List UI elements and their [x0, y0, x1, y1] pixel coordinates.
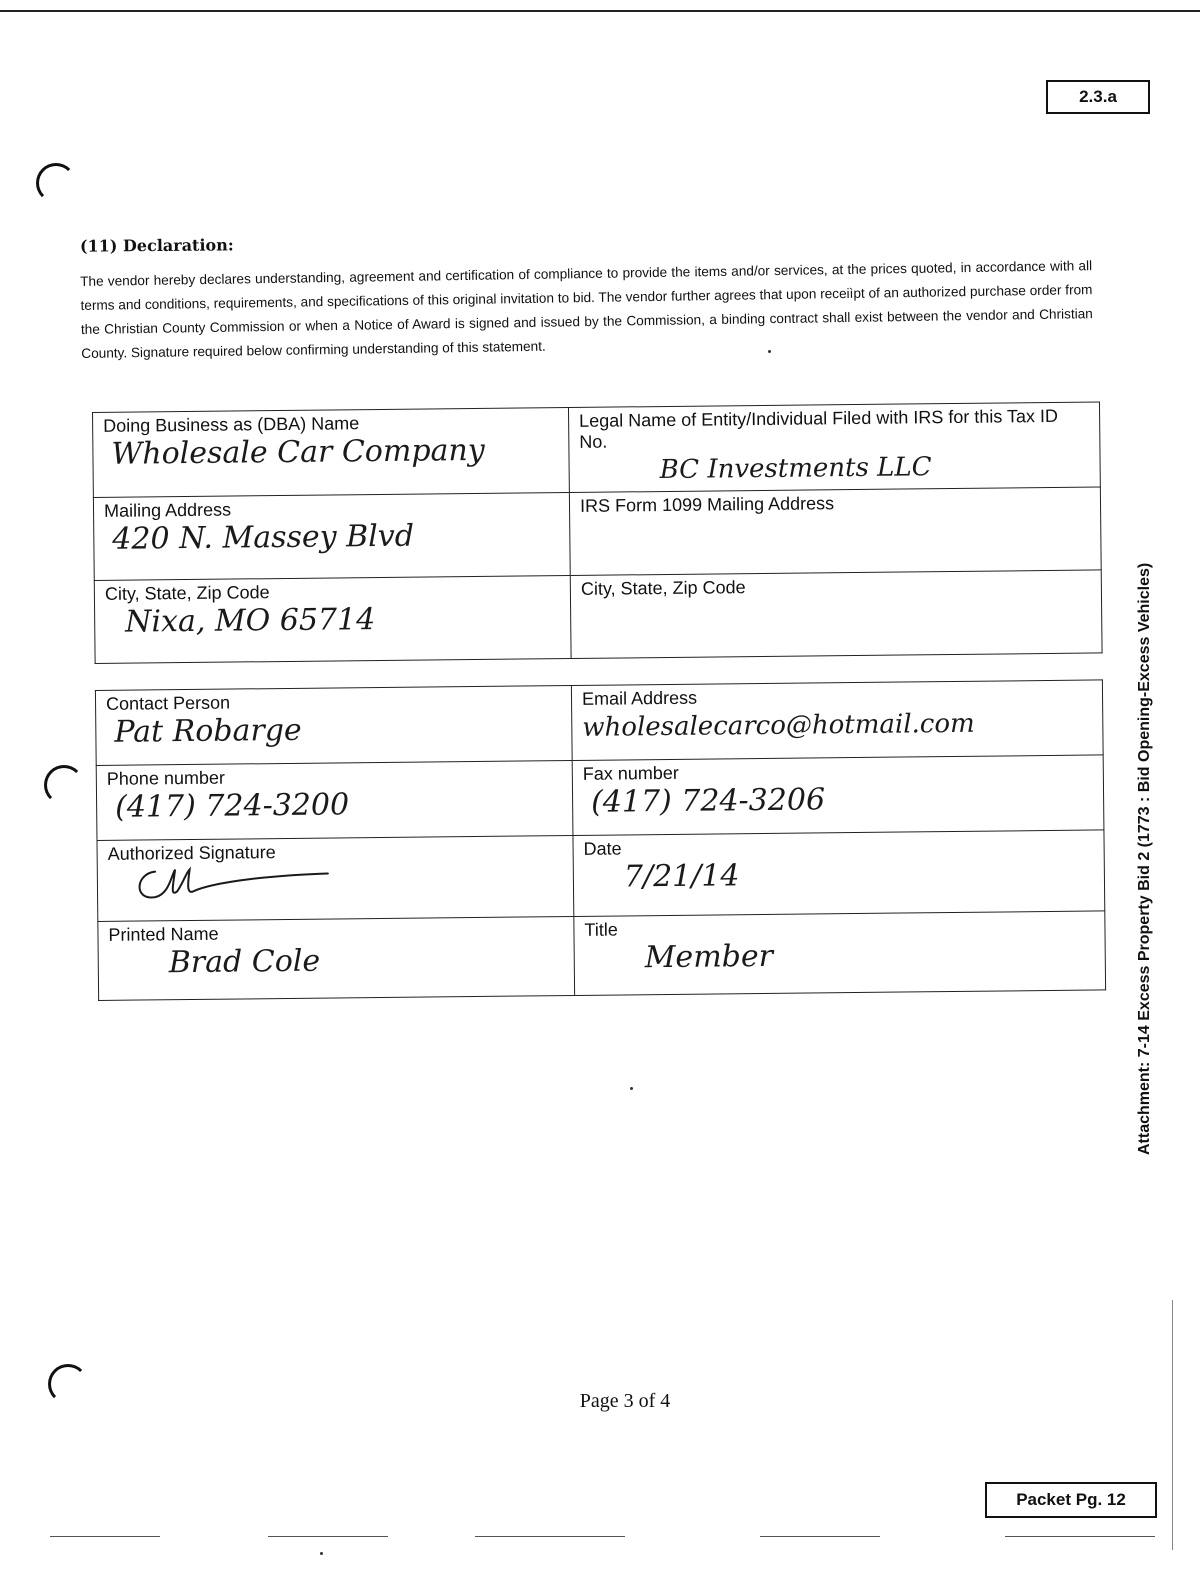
- contact-person-cell: [95, 685, 572, 765]
- fax-cell: [572, 755, 1104, 836]
- scan-speck: [768, 350, 771, 353]
- mailing-address-label: Mailing Address: [103, 499, 232, 521]
- top-border-line: [0, 10, 1200, 12]
- printed-name-cell: [98, 916, 575, 1000]
- page-number: Page 3 of 4: [579, 1390, 671, 1412]
- date-label: Date: [583, 838, 622, 859]
- scan-edge-line: [1172, 1300, 1173, 1550]
- mailing-address-cell: [93, 493, 570, 581]
- printed-name-label: Printed Name: [108, 923, 219, 945]
- title-cell: [574, 911, 1106, 996]
- footer-dash: [760, 1536, 880, 1537]
- dba-cell: [93, 408, 570, 498]
- email-label: Email Address: [581, 687, 698, 709]
- fax-value[interactable]: (417) 724-3206: [590, 782, 826, 820]
- printed-name-value[interactable]: Brad Cole: [168, 943, 321, 981]
- declaration-text: The vendor hereby declares understanding, agreement and certification of compliance to provide the items and/or services, at the prices quoted, in accordance with all terms and conditions, requirements, and specifications of this original invitation to bid. The vendor further agrees that upon receiìpt of an authorized purchase order from the Christian County Commission or when a Notice of Award is signed and issued by the Commission, a binding contract shall exist between the vendor and Christian County. Signature required below confirming understanding of this statement.: [80, 258, 1093, 361]
- irs-city-state-zip-label: City, State, Zip Code: [580, 577, 746, 599]
- date-value[interactable]: 7/21/14: [623, 858, 740, 895]
- legal-name-cell: [568, 402, 1100, 493]
- email-value[interactable]: wholesalecarco@hotmail.com: [582, 708, 975, 743]
- packet-page-box: Packet Pg. 12: [985, 1482, 1157, 1518]
- city-state-zip-label: City, State, Zip Code: [104, 582, 270, 604]
- scan-speck: [320, 1552, 323, 1555]
- city-state-zip-value[interactable]: Nixa, MO 65714: [125, 602, 376, 640]
- punch-hole-icon: [36, 163, 76, 203]
- contact-info-table: [95, 679, 1106, 1001]
- scan-speck: [630, 1087, 633, 1090]
- vendor-info-form: [92, 401, 1106, 1001]
- contact-person-value[interactable]: Pat Robarge: [114, 712, 302, 750]
- signature-scribble[interactable]: [108, 862, 348, 905]
- mailing-address-value[interactable]: 420 N. Massey Blvd: [112, 518, 415, 557]
- legal-name-label: Legal Name of Entity/Individual Filed with IRS for this Tax ID No.: [579, 405, 1059, 452]
- dba-label: Doing Business as (DBA) Name: [103, 413, 360, 436]
- declaration-heading: (11) Declaration:: [79, 235, 234, 256]
- phone-cell: [96, 760, 573, 840]
- signature-cell: [97, 835, 574, 921]
- attachment-side-label: Attachment: 7-14 Excess Property Bid 2 (1773 : Bid Opening-Excess Vehicles): [1136, 562, 1153, 1155]
- footer-dash: [50, 1536, 160, 1537]
- irs-mailing-label: IRS Form 1099 Mailing Address: [579, 493, 835, 516]
- phone-label: Phone number: [106, 767, 226, 789]
- section-tag: 2.3.a: [1046, 80, 1150, 114]
- footer-dash: [268, 1536, 388, 1537]
- phone-value[interactable]: (417) 724-3200: [114, 787, 350, 825]
- irs-city-state-zip-cell: [570, 570, 1102, 659]
- punch-hole-icon: [44, 765, 84, 805]
- irs-mailing-cell: [569, 487, 1101, 576]
- contact-person-label: Contact Person: [105, 692, 231, 714]
- title-value[interactable]: Member: [644, 938, 774, 976]
- title-label: Title: [584, 919, 618, 940]
- signature-label: Authorized Signature: [107, 842, 276, 864]
- date-cell: [573, 830, 1105, 917]
- fax-label: Fax number: [582, 762, 679, 784]
- legal-name-value[interactable]: BC Investments LLC: [659, 452, 932, 486]
- city-state-zip-cell: [94, 576, 571, 664]
- dba-value[interactable]: Wholesale Car Company: [111, 432, 485, 472]
- vendor-info-table: [92, 401, 1103, 664]
- email-cell: [571, 680, 1103, 761]
- footer-dash: [475, 1536, 625, 1537]
- footer-dash: [1005, 1536, 1155, 1537]
